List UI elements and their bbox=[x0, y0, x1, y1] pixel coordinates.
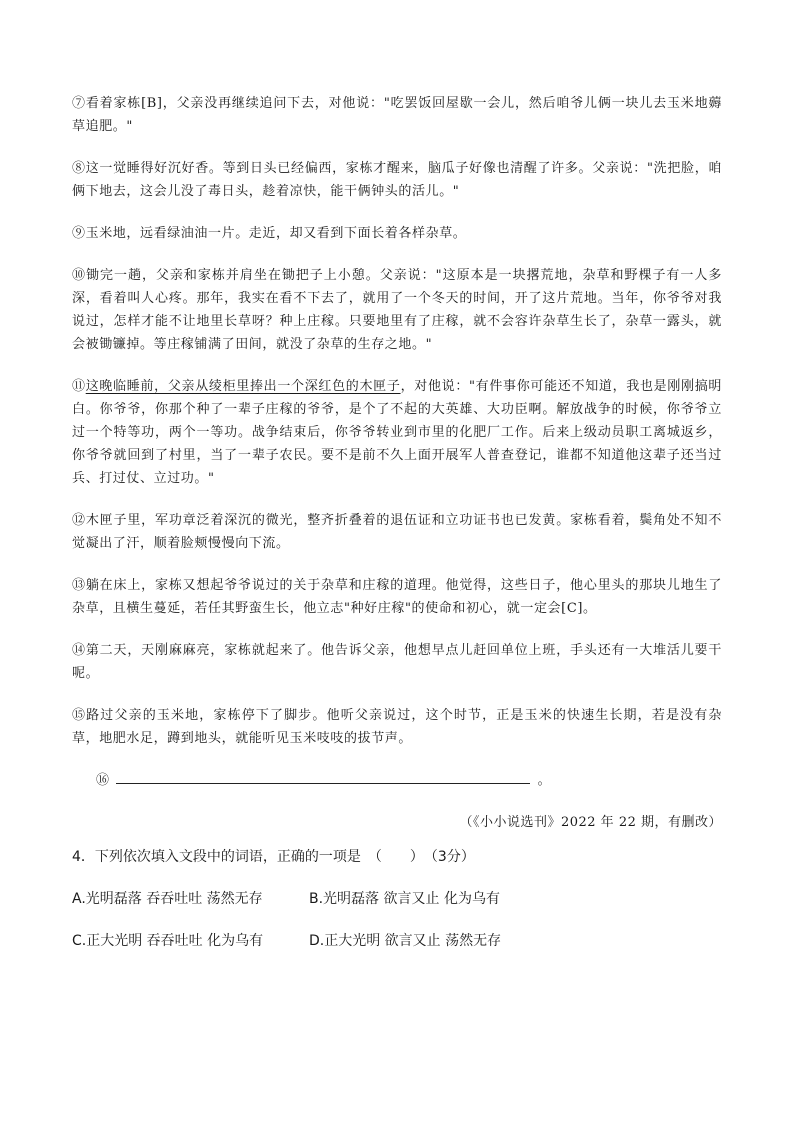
paragraph-11 bbox=[72, 375, 722, 490]
option-c[interactable]: C.正大光明 吞吞吐吐 化为乌有 bbox=[72, 933, 264, 949]
paragraph-number: ⑫ bbox=[72, 513, 86, 528]
option-a[interactable]: A.光明磊落 吞吞吐吐 荡然无存 bbox=[72, 891, 263, 907]
paragraph-text: ，对他说："有件事你可能还不知道，我也是刚刚搞明白。你爷爷，你那个种了一辈子庄稼的爷爷，是个了不起的大英雄、大功臣啊。解放战争的时候，你爷爷立过一个特等功，两个一等功。战争结束后，你爷爷转业到市里的化肥厂工作。后来上级动员职工离城返乡，你爷爷就回到了村里，当了一辈子农民。要不是前不久上面开展军人普查登记，谁都不知道他这辈子还当过兵、打过仗、立过功。" bbox=[72, 379, 722, 486]
paragraph-number: ⑮ bbox=[72, 708, 87, 723]
paragraph-14 bbox=[72, 639, 722, 685]
options-row-2 bbox=[72, 930, 722, 952]
paragraph-number: ⑩ bbox=[72, 268, 86, 283]
paragraph-text: 锄完一趟，父亲和家栋并肩坐在锄把子上小憩。父亲说："这原本是一块撂荒地，杂草和野棵子有一人多深，看着叫人心疼。那年，我实在看不下去了，就用了一个冬天的时间，开了这片荒地。当年，你爷爷对我说过，怎样才能不让地里长草呀？种上庄稼。只要地里有了庄稼，就不会容许杂草生长了，杂草一露头，就会被锄镰掉。等庄稼铺满了田间，就没了杂草的生存之地。" bbox=[72, 268, 722, 352]
paragraph-7 bbox=[72, 92, 722, 138]
paragraph-text: 玉米地，远看绿油油一片。走近，却又看到下面长着各样杂草。 bbox=[85, 226, 467, 241]
paragraph-13 bbox=[72, 574, 722, 620]
fill-in-blank-item bbox=[96, 769, 722, 792]
source-citation: （《小小说选刊》2022 年 22 期，有删改） bbox=[459, 815, 722, 830]
question-stem: 4．下列依次填入文段中的词语，正确的一项是 （ ） （3分） bbox=[72, 849, 475, 865]
paragraph-text: 这一觉睡得好沉好香。等到日头已经偏西，家栋才醒来，脑瓜子好像也清醒了许多。父亲说："洗把脸，咱俩下地去，这会儿没了毒日头，趁着凉快，能干俩钟头的活儿。" bbox=[72, 161, 722, 199]
answer-blank[interactable] bbox=[116, 770, 530, 784]
paragraph-number: ⑭ bbox=[72, 643, 86, 658]
paragraph-text: 躺在床上，家栋又想起爷爷说过的关于杂草和庄稼的道理。他觉得，这些日子，他心里头的那块儿地生了杂草，且横生蔓延，若任其野蛮生长，他立志"种好庄稼"的使命和初心，就一定会[C]。 bbox=[72, 578, 722, 616]
paragraph-text: 第二天，天刚麻麻亮，家栋就起来了。他告诉父亲，他想早点儿赶回单位上班，手头还有一大堆活儿要干呢。 bbox=[72, 643, 722, 681]
paragraph-8 bbox=[72, 157, 722, 203]
paragraph-number: ⑬ bbox=[72, 578, 86, 593]
option-d[interactable]: D.正大光明 欲言又止 荡然无存 bbox=[309, 933, 502, 949]
paragraph-number: ⑯ bbox=[96, 773, 110, 788]
paragraph-number: ⑪ bbox=[72, 379, 86, 394]
paragraph-text: 木匣子里，军功章泛着深沉的微光，整齐折叠着的退伍证和立功证书也已发黄。家栋看着，鬓角处不知不觉凝出了汗，顺着脸颊慢慢向下流。 bbox=[72, 513, 722, 551]
document-page bbox=[72, 92, 722, 972]
options-row-1 bbox=[72, 888, 722, 910]
paragraph-15 bbox=[72, 704, 722, 750]
paragraph-number: ⑦ bbox=[72, 96, 86, 111]
paragraph-12 bbox=[72, 509, 722, 555]
paragraph-10 bbox=[72, 264, 722, 356]
paragraph-9 bbox=[72, 222, 722, 245]
option-b[interactable]: B.光明磊落 欲言又止 化为乌有 bbox=[309, 891, 500, 907]
paragraph-text: 路过父亲的玉米地，家栋停下了脚步。他听父亲说过，这个时节，正是玉米的快速生长期，若是没有杂草，地肥水足，蹲到地头，就能听见玉米吱吱的拔节声。 bbox=[72, 708, 722, 746]
paragraph-number: ⑨ bbox=[72, 226, 86, 241]
underlined-sentence: 这晚临睡前，父亲从绫柜里捧出一个深红色的木匣子 bbox=[85, 379, 401, 394]
paragraph-number: ⑧ bbox=[72, 161, 86, 176]
paragraph-text: 看着家栋[B]，父亲没再继续追问下去，对他说："吃罢饭回屋歇一会儿，然后咱爷儿俩一块儿去玉米地薅草追肥。" bbox=[72, 96, 722, 134]
blank-end-punctuation: 。 bbox=[537, 773, 552, 788]
